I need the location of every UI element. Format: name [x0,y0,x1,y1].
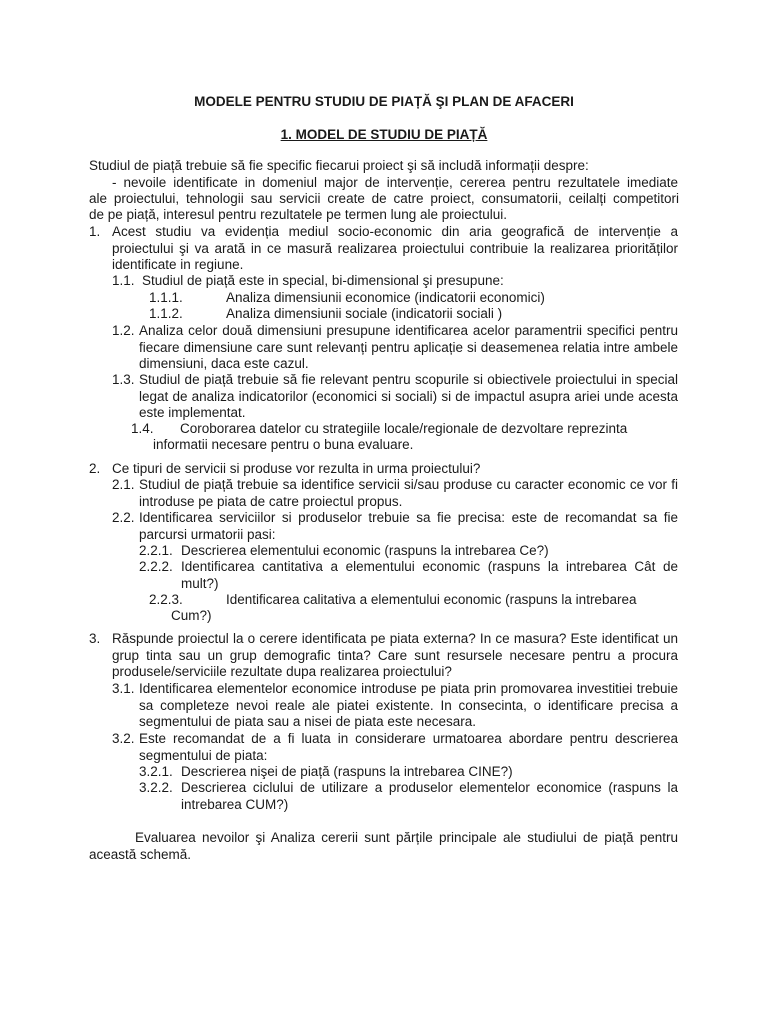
list-number: 3.2.2. [139,780,173,795]
intro-paragraph: Studiul de piață trebuie să fie specific fiecarui proiect şi să includă informații despre: [89,158,589,173]
list-item-text: Descrierea elementului economic (raspuns la intrebarea Ce?) [181,543,549,558]
list-number: 2.2.1. [139,543,173,558]
closing-paragraph: Evaluarea nevoilor şi Analiza cererii sunt părțile principale ale studiului de piață pentru [135,830,678,845]
section-heading: 1. MODEL DE STUDIU DE PIAȚĂ [280,127,488,142]
list-item-text: Analiza celor două dimensiuni presupune identificarea acelor paramentrii specifici pentru fiecare dimensiune care sunt relevanți pentru aplicație si deasemenea relatia intre ambele dimensiuni, daca este cazul. [139,323,678,371]
list-number: 1.1.2. [149,306,183,321]
list-number: 1.1.1. [149,290,183,305]
list-item-text: Identificarea cantitativa a elementului economic (raspuns la intrebarea Cât de mult?) [181,559,678,591]
list-number: 1.1. [112,273,135,288]
list-item-text: Răspunde proiectul la o cerere identificata pe piata externa? In ce masura? Este identificat un grup tinta sau un grup demografic tinta? Care sunt resursele necesare pentru a procura produsele/serviciile rezultate dupa realizarea proiectului? [112,631,678,679]
list-number: 2.2. [112,510,135,525]
list-item-text: Identificarea serviciilor si produselor trebuie sa fie precisa: este de recomandat sa fie parcursi urmatorii pasi: [139,510,678,542]
intro-bullet-line: - nevoile identificate in domeniul major de intervenție, cererea pentru rezultatele imediate [112,175,678,190]
list-item-text: Studiul de piață trebuie sa identifice servicii si/sau produse cu caracter economic ce vor fi introduse pe piata de catre proiectul propus. [139,477,678,509]
intro-bullet-line: ale proiectului, tehnologii sau servicii create de catre proiect, consumatorii, ceilalți competitori [89,191,679,206]
list-item-text: Cum?) [171,608,212,623]
list-number: 2.2.3. [149,592,183,607]
list-item-text: informatii necesare pentru o buna evaluare. [153,437,414,452]
list-item-text: Studiul de piață este in special, bi-dimensional şi presupune: [142,273,504,288]
list-item-text: Descrierea nişei de piață (raspuns la intrebarea CINE?) [181,764,513,779]
list-number: 3.2.1. [139,764,173,779]
list-item-text: Ce tipuri de servicii si produse vor rezulta in urma proiectului? [112,461,481,476]
list-number: 1.2. [112,323,135,338]
list-item-text: Este recomandat de a fi luata in considerare urmatoarea abordare pentru descrierea segmentului de piata: [139,731,678,763]
list-item-text: Studiul de piață trebuie să fie relevant pentru scopurile si obiectivele proiectului in special legat de analiza indicatorilor (economici si sociali) si de impactul asupra ariei unde acesta este implementat. [139,372,678,420]
list-item-text: Analiza dimensiunii sociale (indicatorii sociali ) [226,306,503,321]
list-number: 1.4. [131,421,154,436]
list-item-text: Identificarea calitativa a elementului economic (raspuns la intrebarea [226,592,637,607]
list-item-text: Descrierea ciclului de utilizare a produselor elementelor economice (raspuns la intrebarea CUM?) [181,780,678,812]
list-number: 1. [89,224,101,239]
list-item-text: Acest studiu va evidenția mediul socio-economic din aria geografică de intervenție a proiectului şi va arată in ce masură realizarea proiectului contribuie la realizarea priorităților identificate in regiune. [112,224,678,272]
intro-bullet-line: de pe piață, interesul pentru rezultatele pe termen lung ale proiectului. [89,207,508,222]
document-title: MODELE PENTRU STUDIU DE PIAȚĂ ŞI PLAN DE AFACERI [194,94,574,109]
list-number: 2. [89,461,101,476]
list-item-text: Identificarea elementelor economice introduse pe piata prin promovarea investitiei trebuie sa completeze nevoi reale ale piatei existente. In consecinta, o identificare precisa a segmentului de piata sau a nisei de piata este necesara. [139,681,678,729]
list-item-text: Coroborarea datelor cu strategiile locale/regionale de dezvoltare reprezinta [180,421,628,436]
list-number: 2.2.2. [139,559,173,574]
list-number: 1.3. [112,372,135,387]
list-number: 2.1. [112,477,135,492]
list-number: 3.1. [112,681,135,696]
closing-paragraph: această schemă. [89,847,192,862]
list-number: 3. [89,631,101,646]
list-number: 3.2. [112,731,135,746]
list-item-text: Analiza dimensiunii economice (indicatorii economici) [226,290,545,305]
